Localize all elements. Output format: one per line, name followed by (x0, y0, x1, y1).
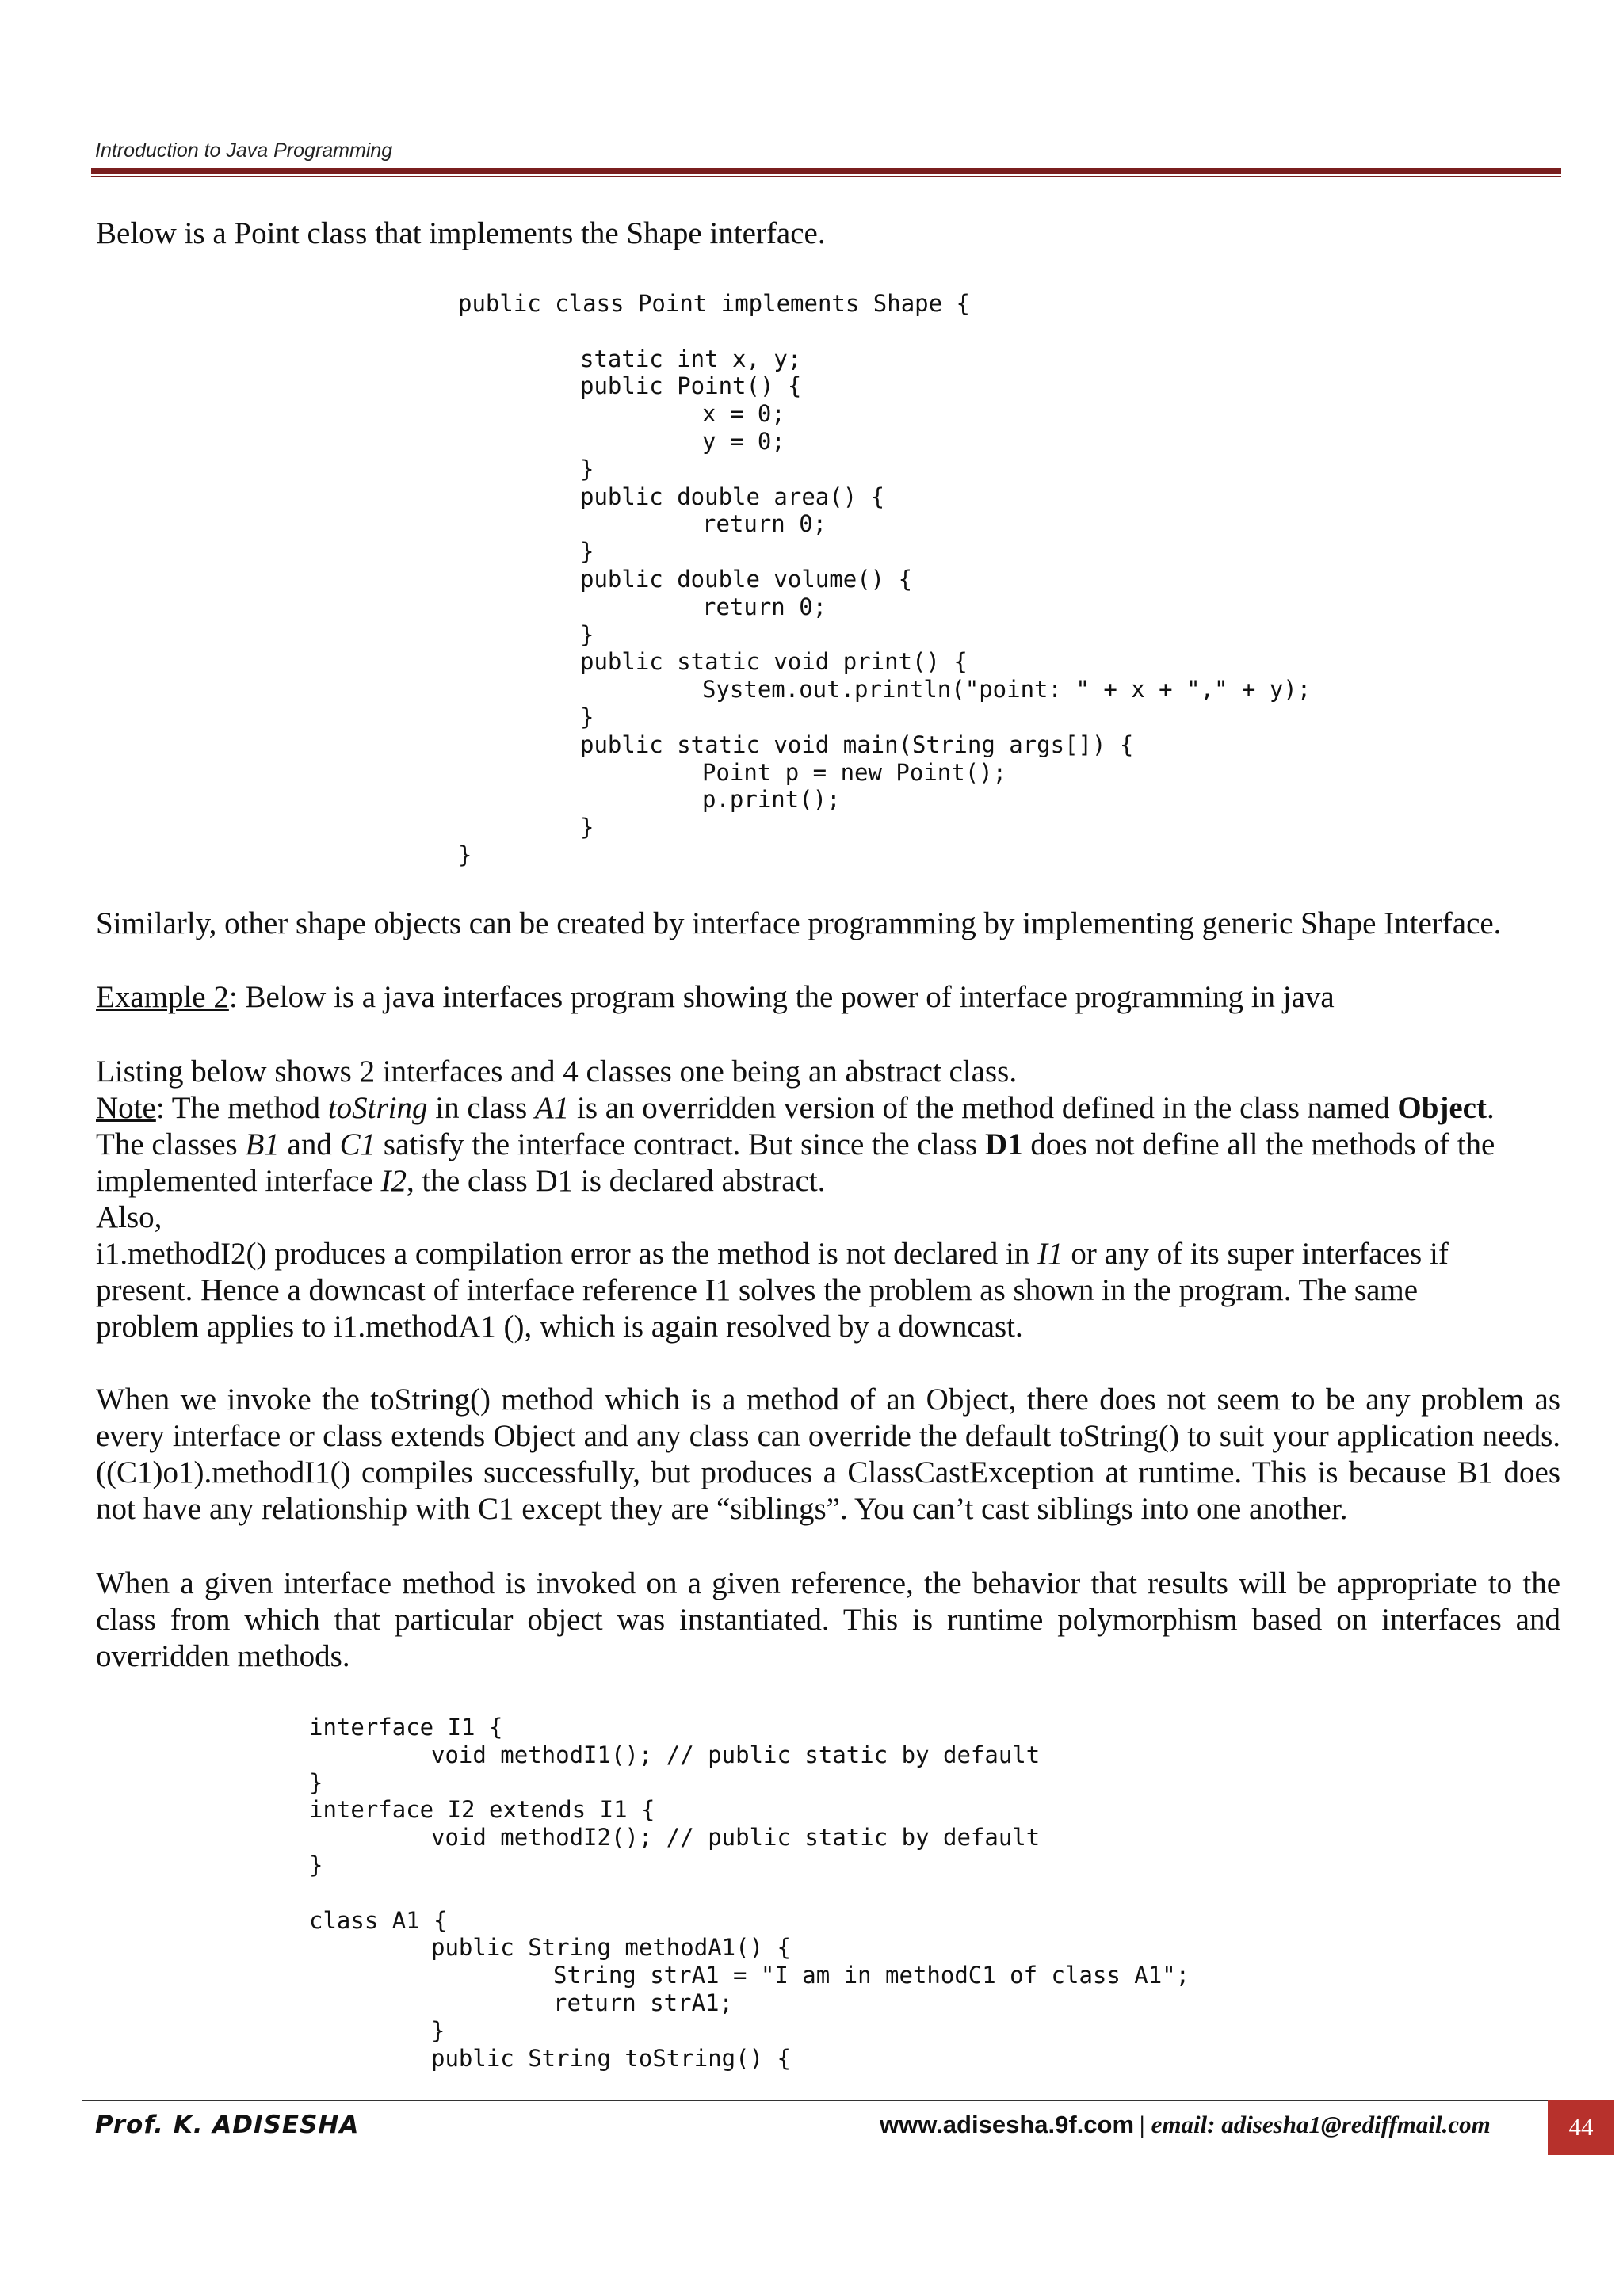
listing-paragraph: Listing below shows 2 interfaces and 4 classes one being an abstract class. (96, 1055, 1018, 1089)
also-line: Also, (96, 1200, 162, 1234)
page-number: 44 (1548, 2100, 1614, 2155)
note-line-2 (96, 1127, 1560, 1163)
i1-italic: I1 (1037, 1237, 1064, 1271)
note-bold-object: Object (1397, 1091, 1487, 1125)
note-bold-d1: D1 (984, 1127, 1023, 1161)
note-text: . (1486, 1091, 1495, 1125)
running-header: Introduction to Java Programming (95, 139, 393, 162)
footer-email: | email: adisesha1@rediffmail.com (1140, 2111, 1491, 2138)
footer-author: Prof. K. ADISESHA (95, 2111, 360, 2139)
example2-paragraph (96, 979, 1560, 1016)
i1-paragraph-line-1 (96, 1236, 1560, 1272)
note-text: , the class D1 is declared abstract. (407, 1164, 826, 1198)
note-italic-a1: A1 (534, 1091, 570, 1125)
header-rule (91, 168, 1561, 174)
note-text: and (279, 1127, 340, 1161)
tostring-paragraph: When we invoke the toString() method which is a method of an Object, there does not seem to be any problem as every interface or class extends Object and any class can override the default toString() to suit your application needs. ((C1)o1).methodI1() compiles successfully, but produces a ClassCastException at runtime. This is because B1 does not have any relationship with C1 except they are “siblings”. You can’t cast siblings into one another. (96, 1383, 1560, 1526)
note-text: does not define all the methods of the (1022, 1127, 1495, 1161)
i1-text: i1.methodI2() produces a compilation error as the method is not declared in (96, 1237, 1038, 1271)
intro-paragraph: Below is a Point class that implements the Shape interface. (96, 216, 826, 250)
footer-website: www.adisesha.9f.com (880, 2111, 1135, 2138)
note-italic-b1: B1 (245, 1127, 280, 1161)
note-italic-tostring: toString (327, 1091, 428, 1125)
note-text: : The method (155, 1091, 328, 1125)
footer-rule (82, 2100, 1548, 2101)
i1-paragraph-line-2: present. Hence a downcast of interface reference I1 solves the problem as shown in the program. The same (96, 1273, 1419, 1307)
example2-label: Example 2 (96, 980, 229, 1014)
note-line-3 (96, 1163, 1560, 1199)
polymorphism-paragraph: When a given interface method is invoked on a given reference, the behavior that results will be appropriate to the class from which that particular object was instantiated. This is runtime polymorphism based on interfaces and overridden methods. (96, 1566, 1560, 1673)
code-listing-interfaces: interface I1 { void methodI1(); // public static by default } interface I2 extends I1 { void methodI2(); // public static by default } class A1 { public String methodA1() { String strA1 = "I am in methodC1 of class A1"; return strA1; } public String toString() { (309, 1714, 1190, 2072)
note-italic-c1: C1 (339, 1127, 376, 1161)
note-label: Note (96, 1091, 156, 1125)
note-text: is an overridden version of the method defined in the class named (569, 1091, 1398, 1125)
note-text: in class (427, 1091, 535, 1125)
code-listing-point: public class Point implements Shape { static int x, y; public Point() { x = 0; y = 0; } public double area() { return 0; } public double volume() { return 0; } public static void print() { System.out.println("point: " + x + "," + y); } public static void main(String args[]) { Point p = new Point(); p.print(); } } (458, 290, 1312, 868)
similarly-paragraph: Similarly, other shape objects can be created by interface programming by implementing generic Shape Interface. (96, 906, 1502, 940)
header-rule-thin (91, 176, 1561, 177)
note-text: satisfy the interface contract. But since the class (376, 1127, 985, 1161)
note-text: The classes (96, 1127, 246, 1161)
note-line-1 (96, 1090, 1560, 1127)
example2-text: : Below is a java interfaces program showing the power of interface programming in java (228, 980, 1335, 1014)
note-text: implemented interface (96, 1164, 381, 1198)
note-italic-i2: I2 (380, 1164, 407, 1198)
i1-paragraph-line-3: problem applies to i1.methodA1 (), which is again resolved by a downcast. (96, 1310, 1023, 1344)
i1-text: or any of its super interfaces if (1063, 1237, 1449, 1271)
